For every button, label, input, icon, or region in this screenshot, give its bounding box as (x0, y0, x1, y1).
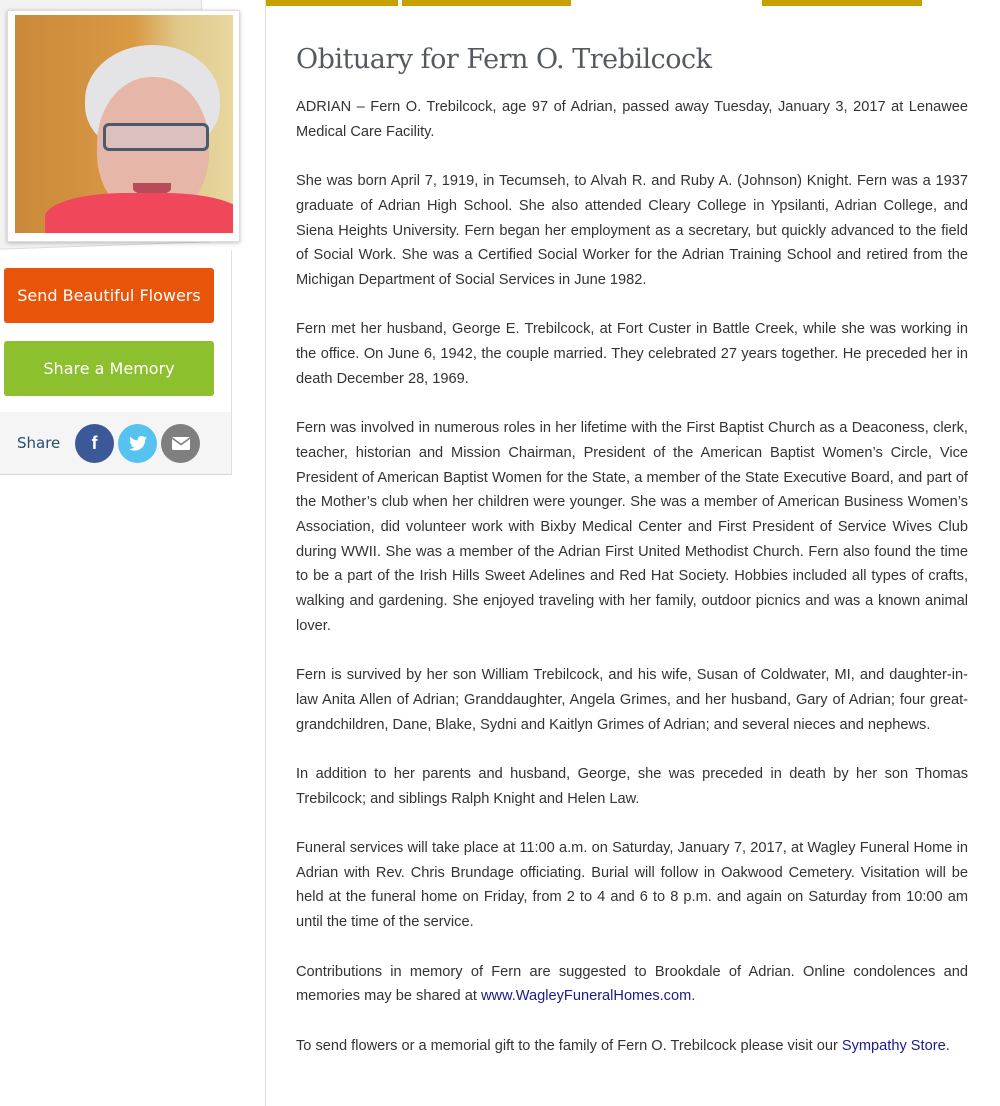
page-title: Obituary for Fern O. Trebilcock (296, 44, 712, 75)
paragraph-early-life: She was born April 7, 1919, in Tecumseh, to Alvah R. and Ruby A. (Johnson) Knight. Fern was a 1937 graduate of Adrian High School. She also attended Cleary College in Ypsilanti, Adrian College, and Siena Heights University. Fern began her employment as a secretary, but quickly advanced to the field of Social Work. She was a Certified Social Worker for the Adrian Training School and retired from the Michigan Department of Social Services in June 1982. (296, 173, 968, 288)
top-tab-2[interactable] (402, 0, 571, 6)
top-tab-1[interactable] (266, 0, 398, 6)
funeral-home-website-link[interactable]: www.WagleyFuneralHomes.com (480, 988, 692, 1005)
deceased-photo (15, 15, 233, 233)
sympathy-store-link[interactable]: Sympathy Store (841, 1037, 946, 1054)
paragraph-services: Funeral services will take place at 11:00 a.m. on Saturday, January 7, 2017, at Wagley Funeral Home in Adrian with Rev. Chris Brundage officiating. Burial will follow in Oakwood Cemetery. Visitation will be held at the funeral home on Friday, from 2 to 4 and 6 to 8 p.m. and again on Saturday from 10:00 am until the time of the service. (296, 840, 968, 931)
paragraph-marriage: Fern met her husband, George E. Trebilcock, at Fort Custer in Battle Creek, while she was working in the office. On June 6, 1942, the couple married. They celebrated 27 years together. He preceded her in death December 28, 1969. (296, 321, 968, 387)
obituary-content (296, 40, 968, 1083)
paragraph-survivors: Fern is survived by her son William Trebilcock, and his wife, Susan of Coldwater, MI, and daughter-in-law Anita Allen of Adrian; Granddaughter, Angela Grimes, and her husband, Gary of Adrian; four great-grandchildren, Dane, Blake, Sydni and Kaitlyn Grimes of Adrian; and several nieces and nephews. (296, 667, 968, 733)
share-label: Share (17, 434, 61, 452)
twitter-icon[interactable] (118, 424, 157, 463)
column-divider (265, 0, 266, 1106)
paragraph-contributions: Contributions in memory of Fern are suggested to Brookdale of Adrian. Online condolences and memories may be shared at www.WagleyFuneralHomes.com. (296, 963, 968, 1005)
photo-stack (0, 0, 245, 250)
email-icon[interactable] (161, 424, 200, 463)
send-flowers-button[interactable]: Send Beautiful Flowers (4, 268, 214, 323)
obituary-body (296, 95, 968, 1058)
sidebar (0, 0, 240, 1106)
share-memory-button[interactable]: Share a Memory (4, 341, 214, 396)
facebook-icon[interactable]: f (75, 424, 114, 463)
share-row (0, 412, 231, 474)
paragraph-intro: ADRIAN – Fern O. Trebilcock, age 97 of Adrian, passed away Tuesday, January 3, 2017 at Lenawee Medical Care Facility. (296, 99, 968, 140)
top-tab-4[interactable] (762, 0, 922, 6)
photo-frame (7, 10, 240, 242)
paragraph-activities: Fern was involved in numerous roles in her lifetime with the First Baptist Church as a Deaconess, clerk, teacher, historian and Mission Chairman, President of the American Baptist Women’s Circle, Vice President of American Baptist Women for the State, a member of the State Executive Board, and part of the Mother’s club when her children were younger. She was a member of American Business Women’s Association, did volunteer work with Bixby Medical Center and First President of Service Wives Club during WWII. She was a member of the Adrian First United Methodist Church. Fern also found the time to be a part of the Irish Hills Sweet Adelines and Red Hat Society. Hobbies included all types of crafts, walking and gardening. She enjoyed traveling with her family, outdoor picnics and was a known animal lover. (296, 420, 968, 634)
paragraph-preceded: In addition to her parents and husband, George, she was preceded in death by her son Thomas Trebilcock; and siblings Ralph Knight and Helen Law. (296, 765, 968, 807)
paragraph-flowers: To send flowers or a memorial gift to the family of Fern O. Trebilcock please visit our Sympathy Store. (296, 1037, 950, 1054)
